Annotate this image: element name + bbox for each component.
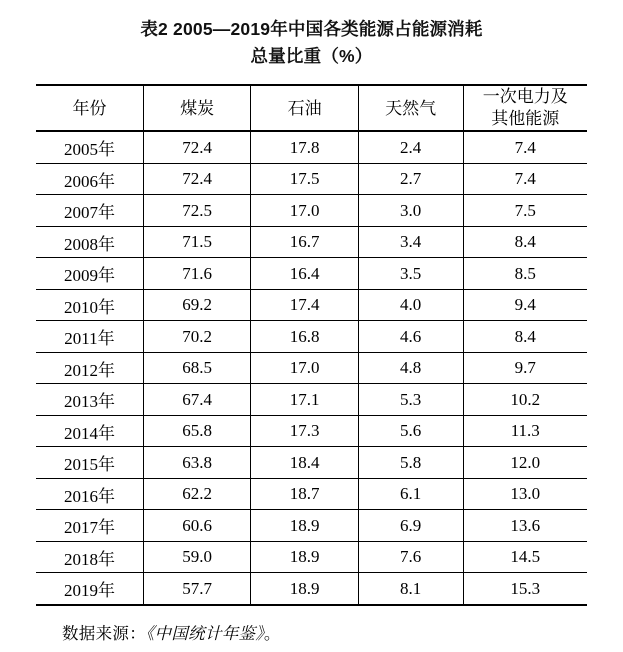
cell-oil: 16.8 <box>251 321 358 353</box>
table-title-line-1: 表2 2005—2019年中国各类能源占能源消耗 <box>140 19 483 39</box>
cell-year: 2018年 <box>36 541 143 573</box>
cell-oil: 16.7 <box>251 226 358 258</box>
source-prefix: 数据来源： <box>62 623 146 643</box>
cell-gas: 7.6 <box>358 541 463 573</box>
cell-other: 9.7 <box>463 352 587 384</box>
cell-coal: 71.5 <box>143 226 250 258</box>
cell-coal: 72.5 <box>143 195 250 227</box>
cell-year: 2005年 <box>36 131 143 163</box>
cell-coal: 65.8 <box>143 415 250 447</box>
table-row <box>36 195 587 227</box>
cell-other: 8.5 <box>463 258 587 290</box>
table-row <box>36 573 587 605</box>
cell-year: 2012年 <box>36 352 143 384</box>
cell-other: 8.4 <box>463 321 587 353</box>
cell-other: 13.6 <box>463 510 587 542</box>
cell-gas: 3.5 <box>358 258 463 290</box>
cell-other: 11.3 <box>463 415 587 447</box>
cell-other: 12.0 <box>463 447 587 479</box>
source-suffix: 。 <box>263 623 281 643</box>
table-row <box>36 415 587 447</box>
cell-gas: 4.0 <box>358 289 463 321</box>
table-row <box>36 478 587 510</box>
cell-gas: 2.7 <box>358 163 463 195</box>
cell-coal: 72.4 <box>143 163 250 195</box>
cell-other: 7.4 <box>463 163 587 195</box>
table-row <box>36 258 587 290</box>
table-row <box>36 541 587 573</box>
cell-coal: 57.7 <box>143 573 250 605</box>
cell-year: 2013年 <box>36 384 143 416</box>
cell-year: 2006年 <box>36 163 143 195</box>
cell-year: 2019年 <box>36 573 143 605</box>
cell-oil: 17.8 <box>251 131 358 163</box>
cell-coal: 72.4 <box>143 131 250 163</box>
table-row <box>36 384 587 416</box>
column-header-gas: 天然气 <box>358 85 463 131</box>
cell-oil: 17.0 <box>251 195 358 227</box>
table-row <box>36 352 587 384</box>
energy-share-table <box>36 84 587 606</box>
cell-gas: 6.9 <box>358 510 463 542</box>
cell-gas: 6.1 <box>358 478 463 510</box>
cell-other: 10.2 <box>463 384 587 416</box>
cell-year: 2015年 <box>36 447 143 479</box>
cell-gas: 4.6 <box>358 321 463 353</box>
cell-year: 2016年 <box>36 478 143 510</box>
cell-oil: 16.4 <box>251 258 358 290</box>
table-title-line-2: 总量比重（%） <box>250 46 373 67</box>
column-header-other-line-2: 其他能源 <box>491 109 560 129</box>
source-book-title: 《中国统计年鉴》 <box>146 623 264 643</box>
cell-coal: 71.6 <box>143 258 250 290</box>
cell-coal: 70.2 <box>143 321 250 353</box>
cell-gas: 5.3 <box>358 384 463 416</box>
cell-coal: 67.4 <box>143 384 250 416</box>
cell-gas: 3.0 <box>358 195 463 227</box>
cell-coal: 59.0 <box>143 541 250 573</box>
cell-other: 7.4 <box>463 131 587 163</box>
cell-other: 7.5 <box>463 195 587 227</box>
column-header-other <box>463 85 587 131</box>
cell-oil: 18.9 <box>251 541 358 573</box>
table-row <box>36 321 587 353</box>
cell-coal: 60.6 <box>143 510 250 542</box>
cell-year: 2014年 <box>36 415 143 447</box>
cell-other: 15.3 <box>463 573 587 605</box>
cell-year: 2011年 <box>36 321 143 353</box>
cell-year: 2008年 <box>36 226 143 258</box>
cell-coal: 68.5 <box>143 352 250 384</box>
cell-gas: 2.4 <box>358 131 463 163</box>
table-header <box>36 85 587 131</box>
cell-oil: 17.0 <box>251 352 358 384</box>
cell-other: 9.4 <box>463 289 587 321</box>
cell-oil: 18.9 <box>251 573 358 605</box>
cell-other: 14.5 <box>463 541 587 573</box>
column-header-other-line-1: 一次电力及 <box>482 87 568 107</box>
table-row <box>36 131 587 163</box>
cell-other: 8.4 <box>463 226 587 258</box>
cell-year: 2017年 <box>36 510 143 542</box>
cell-oil: 17.4 <box>251 289 358 321</box>
cell-year: 2010年 <box>36 289 143 321</box>
column-header-oil: 石油 <box>251 85 358 131</box>
table-body <box>36 131 587 605</box>
cell-oil: 17.3 <box>251 415 358 447</box>
column-header-year: 年份 <box>36 85 143 131</box>
cell-oil: 18.7 <box>251 478 358 510</box>
cell-coal: 62.2 <box>143 478 250 510</box>
table-header-row <box>36 85 587 131</box>
table-row <box>36 510 587 542</box>
table-source-note <box>36 620 587 644</box>
cell-gas: 5.8 <box>358 447 463 479</box>
cell-coal: 69.2 <box>143 289 250 321</box>
cell-gas: 8.1 <box>358 573 463 605</box>
table-title <box>46 16 577 70</box>
cell-gas: 5.6 <box>358 415 463 447</box>
table-row <box>36 226 587 258</box>
cell-oil: 17.1 <box>251 384 358 416</box>
cell-year: 2007年 <box>36 195 143 227</box>
column-header-coal: 煤炭 <box>143 85 250 131</box>
cell-other: 13.0 <box>463 478 587 510</box>
table-row <box>36 447 587 479</box>
cell-oil: 17.5 <box>251 163 358 195</box>
cell-year: 2009年 <box>36 258 143 290</box>
cell-coal: 63.8 <box>143 447 250 479</box>
cell-oil: 18.9 <box>251 510 358 542</box>
table-row <box>36 289 587 321</box>
cell-oil: 18.4 <box>251 447 358 479</box>
table-row <box>36 163 587 195</box>
cell-gas: 4.8 <box>358 352 463 384</box>
cell-gas: 3.4 <box>358 226 463 258</box>
